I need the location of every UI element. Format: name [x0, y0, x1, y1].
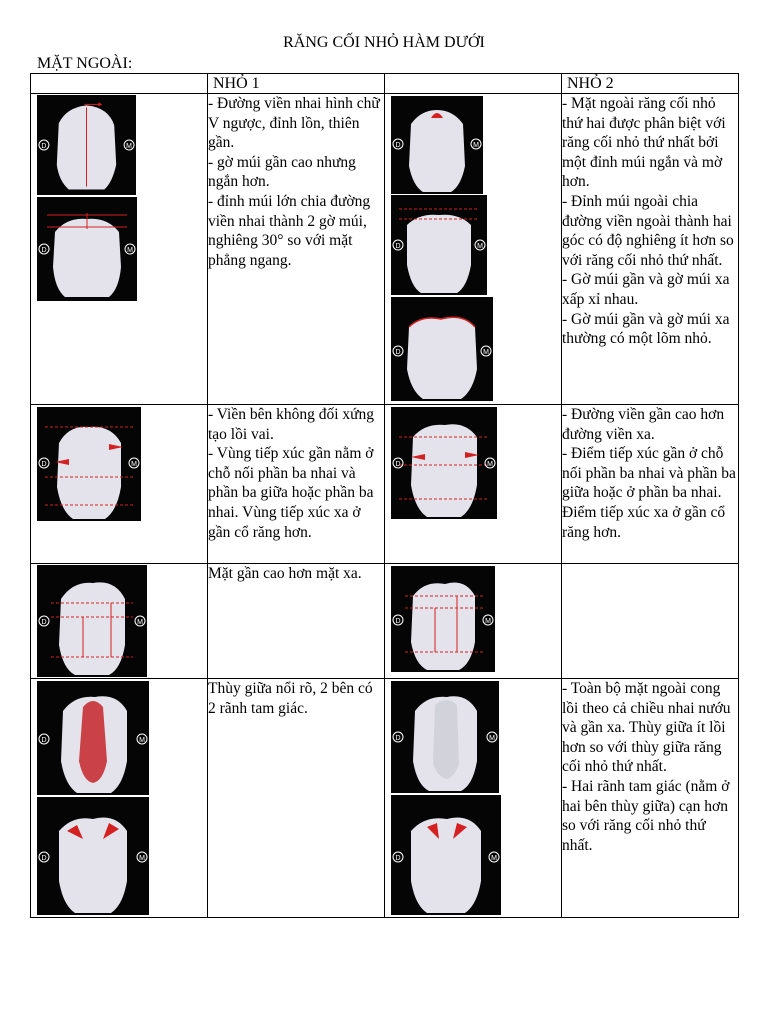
- image-cell: [31, 679, 208, 918]
- mesial-label: M: [483, 349, 489, 356]
- tooth-photo: [37, 95, 136, 195]
- mesial-label: M: [473, 142, 479, 149]
- header-cell-image-1: [31, 74, 208, 94]
- image-cell: [385, 564, 562, 679]
- tooth-photo: [37, 197, 137, 301]
- text-cell-nho1: - Viền bên không đối xứng tạo lồi vai. - Vùng tiếp xúc gần nằm ở chỗ nối phần ba nhai và phần ba giữa hoặc phần ba nhai. Vùng tiếp xúc xa ở gần cổ răng hơn.: [208, 405, 385, 564]
- distal-label: D: [41, 855, 47, 862]
- tooth-photo: [391, 407, 497, 519]
- mesial-label: M: [127, 247, 133, 254]
- section-subtitle: MẶT NGOÀI:: [37, 55, 133, 72]
- tooth-photo: [37, 565, 147, 677]
- document-title: RĂNG CỐI NHỎ HÀM DƯỚI: [283, 34, 485, 51]
- header-cell-nho2: NHỎ 2: [562, 74, 739, 94]
- text-cell-nho1: Thùy giữa nổi rõ, 2 bên có 2 rãnh tam giác.: [208, 679, 385, 918]
- text-cell-nho2: [562, 564, 739, 679]
- text-cell-nho2: - Toàn bộ mặt ngoài cong lồi theo cả chiều nhai nướu và gần xa. Thùy giữa ít lồi hơn so với thùy giữa răng cối nhỏ thứ nhất. - Hai rãnh tam giác (nằm ở hai bên thùy giữa) cạn hơn so với răng cối nhỏ thứ nhất.: [562, 679, 739, 918]
- distal-label: D: [41, 142, 47, 150]
- tooth-photo: [391, 297, 493, 401]
- tooth-photo: [391, 195, 487, 295]
- distal-label: D: [41, 461, 47, 468]
- table-row: [31, 405, 739, 564]
- tooth-photo: [391, 96, 483, 194]
- comparison-table: [30, 73, 739, 918]
- distal-label: D: [41, 247, 47, 254]
- mesial-label: M: [487, 461, 493, 468]
- text-cell-nho2: - Mặt ngoài răng cối nhỏ thứ hai được phân biệt với răng cối nhỏ thứ nhất bởi một đỉnh múi ngắn và mờ hơn. - Đỉnh múi ngoài chia đường viền ngoài thành hai góc có độ nghiêng ít hơn so với răng cối nhỏ thứ nhất. - Gờ múi gần và gờ múi xa xấp xỉ nhau. - Gờ múi gần và gờ múi xa thường có một lõm nhỏ.: [562, 94, 739, 405]
- header-cell-image-2: [385, 74, 562, 94]
- tooth-photo: [37, 407, 141, 521]
- table-row: [31, 679, 739, 918]
- table-row: [31, 94, 739, 405]
- image-cell: [385, 679, 562, 918]
- distal-label: D: [41, 737, 47, 744]
- text-cell-nho1: Mặt gần cao hơn mặt xa.: [208, 564, 385, 679]
- distal-label: D: [395, 142, 401, 149]
- image-cell: [31, 405, 208, 564]
- tooth-photo: [391, 681, 499, 793]
- image-cell: [385, 94, 562, 405]
- mesial-label: M: [485, 618, 491, 625]
- distal-label: D: [395, 618, 401, 625]
- mesial-label: M: [139, 855, 145, 862]
- mesial-label: M: [139, 737, 145, 744]
- mesial-label: M: [131, 461, 137, 468]
- tooth-photo: [37, 681, 149, 795]
- text-cell-nho1: - Đường viền nhai hình chữ V ngược, đỉnh lồn, thiên gần. - gờ múi gần cao nhưng ngắn hơn. - đỉnh múi lớn chia đường viền nhai thành 2 gờ múi, nghiêng 30° so với mặt phẳng ngang.: [208, 94, 385, 405]
- mesial-label: M: [137, 619, 143, 626]
- distal-label: D: [395, 461, 401, 468]
- mesial-label: M: [477, 243, 483, 250]
- header-cell-nho1: NHỎ 1: [208, 74, 385, 94]
- mesial-label: M: [489, 735, 495, 742]
- image-cell: [31, 564, 208, 679]
- table-row: [31, 564, 739, 679]
- distal-label: D: [41, 619, 47, 626]
- tooth-photo: [391, 566, 495, 672]
- image-cell: [31, 94, 208, 405]
- tooth-photo: [37, 797, 149, 915]
- tooth-photo: [391, 795, 501, 915]
- image-cell: [385, 405, 562, 564]
- distal-label: D: [395, 349, 401, 356]
- mesial-label: M: [491, 855, 497, 862]
- mesial-label: M: [126, 142, 132, 150]
- distal-label: D: [395, 243, 401, 250]
- text-cell-nho2: - Đường viền gần cao hơn đường viền xa. - Điểm tiếp xúc gần ở chỗ nối phần ba nhai và phần ba giữa hoặc ở phần ba nhai. Điểm tiếp xúc xa ở gần cổ răng hơn.: [562, 405, 739, 564]
- distal-label: D: [395, 855, 401, 862]
- distal-label: D: [395, 735, 401, 742]
- table-header-row: [31, 74, 739, 94]
